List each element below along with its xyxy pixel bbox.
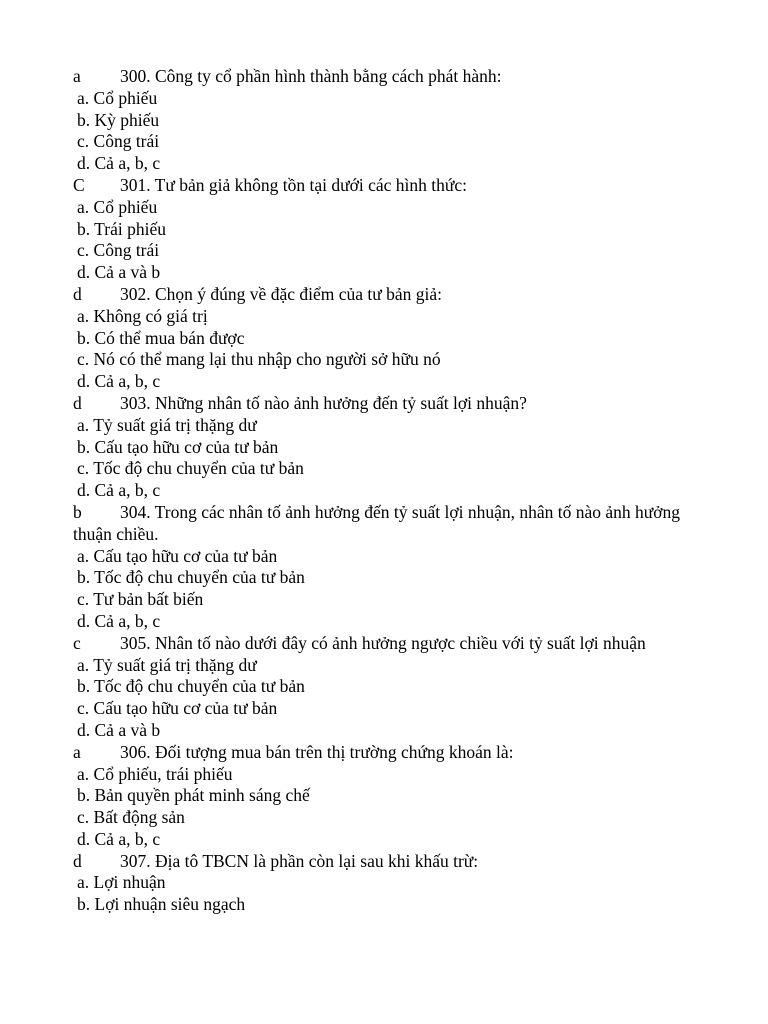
- option-c: c. Bất động sản: [77, 807, 185, 828]
- option-a: a. Không có giá trị: [77, 305, 208, 326]
- answer-key: C: [73, 174, 85, 195]
- question-line: [0, 851, 768, 873]
- option-d: d. Cả a và b: [77, 262, 161, 283]
- answer-key: d: [73, 850, 82, 871]
- question-line: [0, 502, 768, 546]
- question-line: [0, 742, 768, 764]
- option-a: a. Cấu tạo hữu cơ của tư bản: [77, 545, 278, 566]
- answer-key: d: [73, 283, 82, 304]
- option-c: c. Cấu tạo hữu cơ của tư bản: [77, 698, 278, 719]
- question-line: [0, 284, 768, 306]
- option-c: c. Công trái: [77, 240, 160, 261]
- option-b: b. Kỳ phiếu: [77, 109, 160, 130]
- option-b: b. Bản quyền phát minh sáng chế: [77, 785, 310, 806]
- question-text: 304. Trong các nhân tố ảnh hưởng đến tỷ suất lợi nhuận, nhân tố nào ảnh hưởng thuận chiều.: [73, 501, 680, 544]
- answer-key: b: [73, 501, 82, 522]
- question-text: 302. Chọn ý đúng về đặc điểm của tư bản giả:: [120, 283, 442, 304]
- option-c: c. Công trái: [77, 131, 160, 152]
- question-307: [0, 851, 768, 916]
- question-text: 305. Nhân tố nào dưới đây có ảnh hưởng ngược chiều với tỷ suất lợi nhuận: [120, 632, 646, 653]
- option-a: a. Cổ phiếu: [77, 196, 158, 217]
- option-b: b. Cấu tạo hữu cơ của tư bản: [77, 436, 279, 457]
- question-text: 300. Công ty cổ phần hình thành bằng cách phát hành:: [120, 66, 502, 86]
- option-a: a. Tỷ suất giá trị thặng dư: [77, 414, 257, 435]
- option-a: a. Lợi nhuận: [77, 872, 166, 893]
- question-text: 303. Những nhân tố nào ảnh hưởng đến tỷ suất lợi nhuận?: [120, 392, 527, 413]
- question-302: [0, 284, 768, 393]
- option-b: b. Tốc độ chu chuyển của tư bản: [77, 567, 305, 588]
- question-306: [0, 742, 768, 851]
- option-b: b. Có thể mua bán được: [77, 327, 245, 348]
- question-line: [0, 175, 768, 197]
- option-a: a. Cổ phiếu: [77, 87, 158, 108]
- option-d: d. Cả a, b, c: [77, 480, 161, 501]
- question-305: [0, 633, 768, 742]
- option-c: c. Nó có thể mang lại thu nhập cho người sở hữu nó: [77, 349, 441, 370]
- question-304: [0, 502, 768, 633]
- option-c: c. Tốc độ chu chuyển của tư bản: [77, 458, 304, 479]
- question-line: [0, 633, 768, 655]
- option-a: a. Tỷ suất giá trị thặng dư: [77, 654, 257, 675]
- question-line: [0, 66, 768, 88]
- question-300: [0, 66, 768, 175]
- option-b: b. Trái phiếu: [77, 218, 166, 239]
- option-a: a. Cổ phiếu, trái phiếu: [77, 763, 233, 784]
- option-d: d. Cả a, b, c: [77, 610, 161, 631]
- answer-key: a: [73, 741, 81, 762]
- question-303: [0, 393, 768, 502]
- document-page: [0, 66, 768, 916]
- answer-key: a: [73, 66, 81, 86]
- answer-key: c: [73, 632, 81, 653]
- question-text: 307. Địa tô TBCN là phần còn lại sau khi khấu trừ:: [120, 850, 479, 871]
- option-d: d. Cả a, b, c: [77, 828, 161, 849]
- question-line: [0, 393, 768, 415]
- option-c: c. Tư bản bất biến: [77, 589, 204, 610]
- option-b: b. Tốc độ chu chuyển của tư bản: [77, 676, 305, 697]
- option-d: d. Cả a và b: [77, 719, 161, 740]
- answer-key: d: [73, 392, 82, 413]
- question-301: [0, 175, 768, 284]
- option-d: d. Cả a, b, c: [77, 371, 161, 392]
- option-b: b. Lợi nhuận siêu ngạch: [77, 894, 246, 915]
- question-text: 306. Đối tượng mua bán trên thị trường chứng khoán là:: [120, 741, 514, 762]
- option-d: d. Cả a, b, c: [77, 153, 161, 174]
- question-text: 301. Tư bản giả không tồn tại dưới các hình thức:: [120, 174, 467, 195]
